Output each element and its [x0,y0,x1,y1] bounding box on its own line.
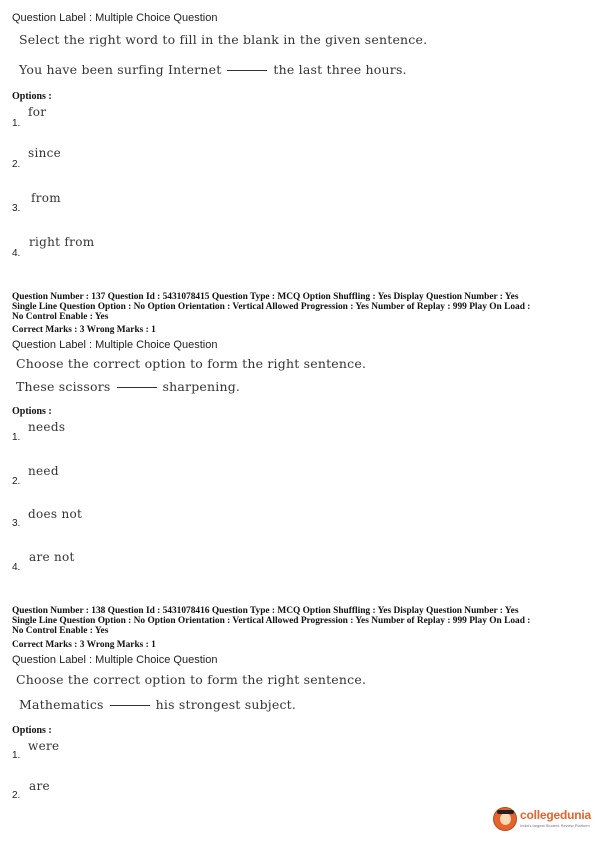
option-number: 1. [12,118,21,129]
option-text[interactable]: for [28,105,47,119]
option-text[interactable]: right from [29,235,95,249]
option-number: 4. [12,248,21,259]
logo-name: collegedunia [520,808,591,822]
option-text[interactable]: needs [28,420,66,434]
option-text[interactable]: does not [28,507,83,521]
blank-line [227,70,267,71]
option-text[interactable]: from [31,191,61,205]
sentence-after: his strongest subject. [155,697,297,712]
option-text[interactable]: are [29,779,50,793]
question-instruction: Choose the correct option to form the right sentence. [16,672,367,687]
mascot-icon [493,807,517,831]
sentence-before: You have been surfing Internet [19,62,222,77]
question-instruction: Choose the correct option to form the right sentence. [16,356,367,371]
question-marks: Correct Marks : 3 Wrong Marks : 1 [12,640,156,650]
option-number: 1. [12,432,21,443]
meta-line: Single Line Question Option : No Option Orientation : Vertical Allowed Progression : Yes Number of Replay : 999 Play On Load : [12,616,531,626]
question-label: Question Label : Multiple Choice Question [12,654,218,666]
question-metadata [12,606,587,636]
collegedunia-logo [493,806,591,834]
question-label: Question Label : Multiple Choice Question [12,339,218,351]
meta-line: No Control Enable : Yes [12,312,109,322]
question-label: Question Label : Multiple Choice Question [12,12,218,24]
option-number: 4. [12,562,21,573]
option-text[interactable]: were [28,739,60,753]
option-number: 2. [12,159,21,170]
sentence-after: sharpening. [162,379,241,394]
meta-line: Question Number : 138 Question Id : 5431078416 Question Type : MCQ Option Shuffling : Yes Display Question Number : Yes [12,606,519,616]
option-text[interactable]: need [28,464,59,478]
option-text[interactable]: are not [29,550,75,564]
question-sentence [16,379,240,394]
sentence-before: These scissors [16,379,111,394]
options-heading: Options : [12,91,52,102]
option-number: 3. [12,518,21,529]
option-text[interactable]: since [28,146,62,160]
sentence-before: Mathematics [19,697,104,712]
option-number: 2. [12,476,21,487]
question-sentence [19,697,296,712]
logo-tagline: India's largest Student Review Platform [520,823,590,828]
blank-line [117,387,157,388]
sentence-after: the last three hours. [273,62,407,77]
option-number: 3. [12,203,21,214]
options-heading: Options : [12,406,52,417]
meta-line: No Control Enable : Yes [12,626,109,636]
question-sentence [19,62,407,77]
options-heading: Options : [12,725,52,736]
question-marks: Correct Marks : 3 Wrong Marks : 1 [12,325,156,335]
meta-line: Single Line Question Option : No Option Orientation : Vertical Allowed Progression : Yes Number of Replay : 999 Play On Load : [12,302,531,312]
option-number: 1. [12,750,21,761]
option-number: 2. [12,790,21,801]
blank-line [110,705,150,706]
question-instruction: Select the right word to fill in the blank in the given sentence. [19,32,428,47]
question-metadata [12,292,587,322]
meta-line: Question Number : 137 Question Id : 5431078415 Question Type : MCQ Option Shuffling : Yes Display Question Number : Yes [12,292,519,302]
